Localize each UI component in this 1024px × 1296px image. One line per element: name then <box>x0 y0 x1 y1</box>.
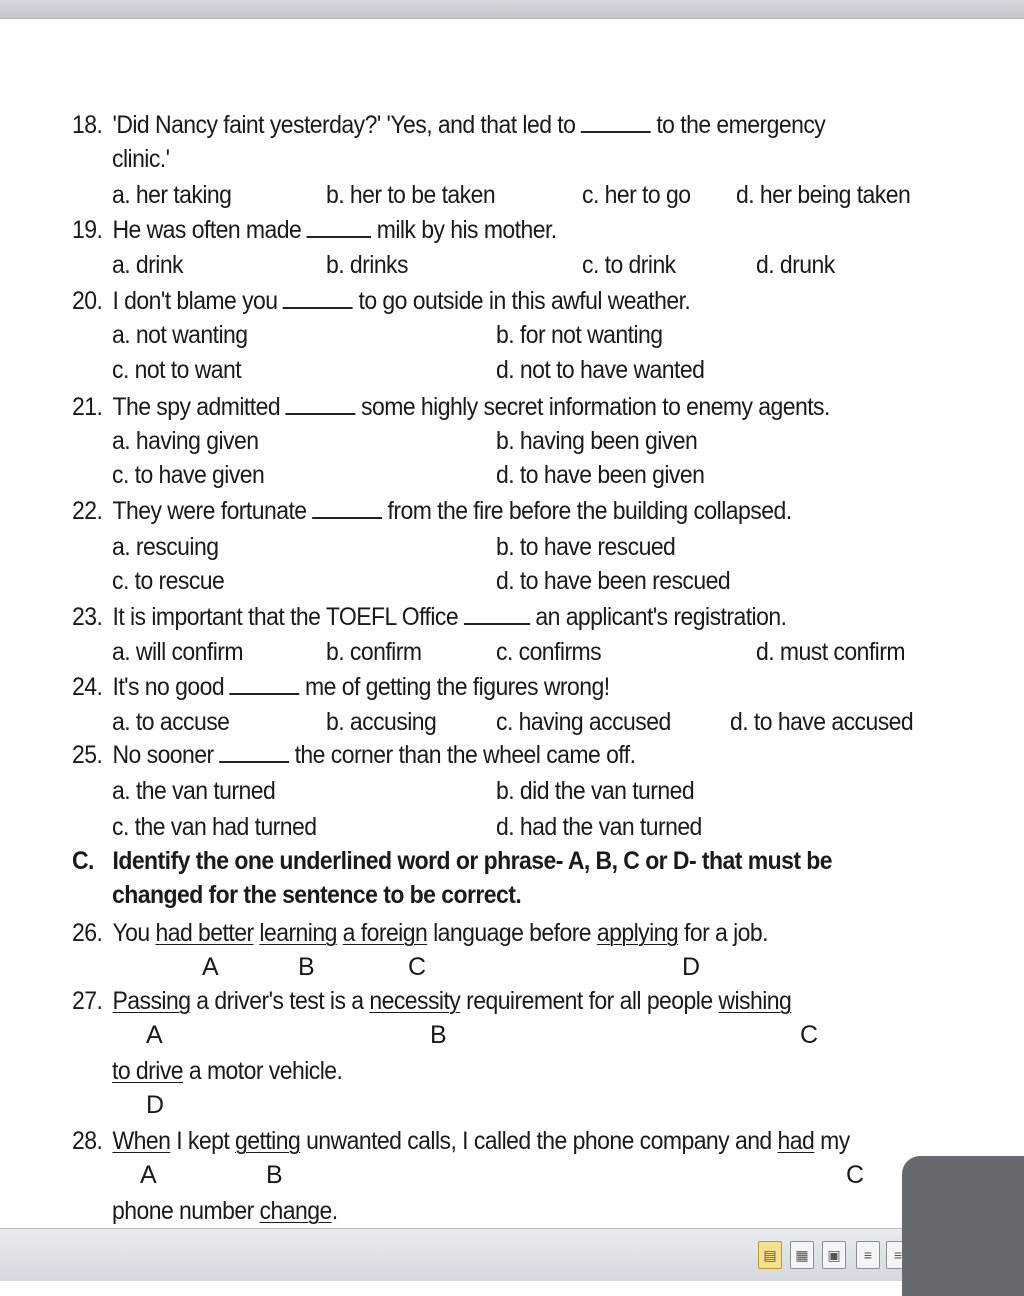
option-d: d. to have been rescued <box>496 567 731 595</box>
label-d: D <box>146 1091 165 1119</box>
option-b: b. drinks <box>326 251 408 279</box>
underlined-d: to drive <box>112 1057 184 1085</box>
option-a: a. having given <box>112 427 259 455</box>
option-c: c. her to go <box>582 181 691 209</box>
full-screen-reading-icon[interactable]: ▦ <box>790 1241 814 1269</box>
option-a: a. her taking <box>112 181 232 209</box>
option-c: c. to have given <box>112 461 265 489</box>
option-b: b. did the van turned <box>496 777 695 805</box>
question-27-continued: to drive a motor vehicle. <box>112 1057 343 1085</box>
question-26: 26. You had better learning a foreign language before applying for a job. <box>72 919 768 947</box>
option-c: c. to rescue <box>112 567 225 595</box>
option-b: b. confirm <box>326 638 422 666</box>
question-23: 23. It is important that the TOEFL Office an applicant's registration. <box>72 603 787 631</box>
answer-blank <box>283 287 353 309</box>
underlined-d: applying <box>596 919 679 947</box>
option-b: b. her to be taken <box>326 181 496 209</box>
section-c-heading-continued: changed for the sentence to be correct. <box>112 881 522 909</box>
question-19: 19. He was often made milk by his mother. <box>72 216 557 244</box>
option-a: a. to accuse <box>112 708 230 736</box>
label-c: C <box>846 1161 865 1189</box>
label-c: C <box>800 1021 819 1049</box>
label-a: A <box>202 953 219 981</box>
option-a: a. drink <box>112 251 184 279</box>
option-b: b. for not wanting <box>496 321 663 349</box>
outline-view-icon[interactable]: ≡ <box>856 1241 880 1269</box>
question-28-continued: phone number change. <box>112 1197 338 1225</box>
option-a: a. will confirm <box>112 638 244 666</box>
web-layout-icon[interactable]: ▣ <box>822 1241 846 1269</box>
option-a: a. the van turned <box>112 777 276 805</box>
label-b: B <box>430 1021 447 1049</box>
answer-blank <box>581 111 651 133</box>
answer-blank <box>464 603 530 625</box>
window-title-bar <box>0 0 1024 19</box>
document-page <box>0 18 1024 1228</box>
draft-view-icon[interactable]: ≡ <box>886 1241 910 1269</box>
question-27: 27. Passing a driver's test is a necessity requirement for all people wishing <box>72 987 792 1015</box>
option-c: c. the van had turned <box>112 813 317 841</box>
option-b: b. accusing <box>326 708 437 736</box>
underlined-c: wishing <box>718 987 792 1015</box>
underlined-c: a foreign <box>342 919 428 947</box>
question-21: 21. The spy admitted some highly secret information to enemy agents. <box>72 393 830 421</box>
option-d: d. to have been given <box>496 461 705 489</box>
underlined-b: necessity <box>369 987 461 1015</box>
label-a: A <box>146 1021 163 1049</box>
question-18-continued: clinic.' <box>112 145 170 173</box>
option-c: c. confirms <box>496 638 602 666</box>
underlined-b: learning <box>259 919 337 947</box>
underlined-c: had <box>777 1127 815 1155</box>
option-a: a. not wanting <box>112 321 248 349</box>
answer-blank <box>286 393 356 415</box>
option-b: b. having been given <box>496 427 698 455</box>
option-c: c. having accused <box>496 708 671 736</box>
answer-blank <box>312 497 382 519</box>
question-20: 20. I don't blame you to go outside in this awful weather. <box>72 287 691 315</box>
underlined-a: had better <box>155 919 254 947</box>
label-b: B <box>298 953 315 981</box>
question-18: 18. 'Did Nancy faint yesterday?' 'Yes, and that led to to the emergency <box>72 111 826 139</box>
underlined-d: change <box>259 1197 332 1225</box>
answer-blank <box>230 673 300 695</box>
status-bar <box>0 1228 1024 1281</box>
question-24: 24. It's no good me of getting the figures wrong! <box>72 673 610 701</box>
option-d: d. had the van turned <box>496 813 702 841</box>
option-d: d. to have accused <box>730 708 914 736</box>
option-d: d. must confirm <box>756 638 905 666</box>
underlined-b: getting <box>235 1127 301 1155</box>
label-b: B <box>266 1161 283 1189</box>
option-d: d. drunk <box>756 251 835 279</box>
underlined-a: When <box>112 1127 171 1155</box>
underlined-a: Passing <box>112 987 191 1015</box>
label-d: D <box>682 953 701 981</box>
question-28: 28. When I kept getting unwanted calls, I called the phone company and had my <box>72 1127 850 1155</box>
label-a: A <box>140 1161 157 1189</box>
answer-blank <box>307 216 371 238</box>
option-b: b. to have rescued <box>496 533 676 561</box>
print-layout-view-icon[interactable]: ▤ <box>758 1241 782 1269</box>
option-c: c. to drink <box>582 251 676 279</box>
question-22: 22. They were fortunate from the fire before the building collapsed. <box>72 497 792 525</box>
option-a: a. rescuing <box>112 533 219 561</box>
overlay-corner <box>902 1156 1024 1296</box>
answer-blank <box>219 741 289 763</box>
question-25: 25. No sooner the corner than the wheel came off. <box>72 741 636 769</box>
section-c-heading: C. Identify the one underlined word or phrase- A, B, C or D- that must be <box>72 847 833 875</box>
option-c: c. not to want <box>112 356 242 384</box>
label-c: C <box>408 953 427 981</box>
option-d: d. her being taken <box>736 181 911 209</box>
option-d: d. not to have wanted <box>496 356 705 384</box>
